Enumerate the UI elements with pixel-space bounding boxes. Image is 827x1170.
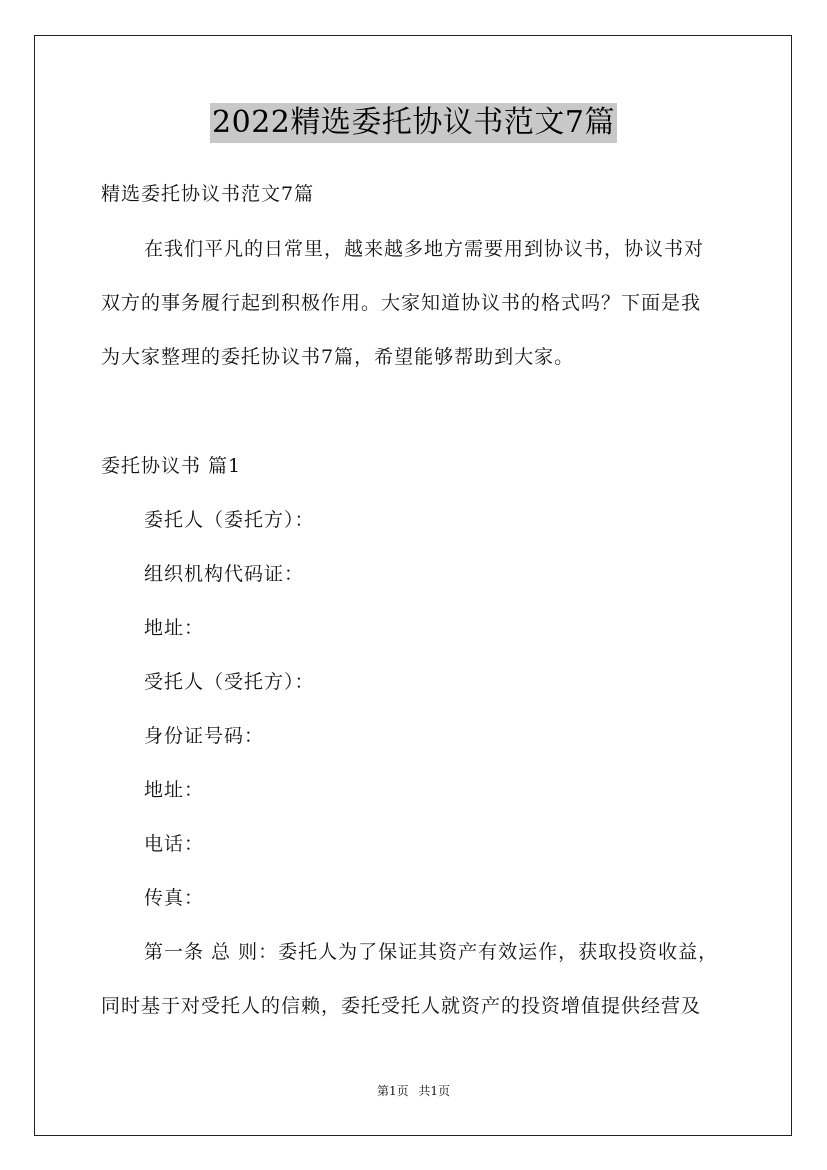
document-subtitle: 精选委托协议书范文7篇 (101, 183, 315, 205)
document-title: 2022精选委托协议书范文7篇 (210, 103, 617, 143)
field-org-code: 组织机构代码证： (144, 563, 305, 585)
title-container (0, 103, 827, 143)
article-line-2: 同时基于对受托人的信赖，委托受托人就资产的投资增值提供经营及 (101, 995, 702, 1017)
article-line-1: 第一条 总 则：委托人为了保证其资产有效运作，获取投资收益， (144, 941, 719, 963)
page-number-current: 第1页 (376, 1084, 409, 1098)
page-footer (0, 1083, 827, 1099)
intro-line-1: 在我们平凡的日常里，越来越多地方需要用到协议书，协议书对 (144, 238, 705, 260)
field-agent: 受托人（受托方）： (144, 671, 315, 693)
intro-line-3: 为大家整理的委托协议书7篇，希望能够帮助到大家。 (101, 346, 575, 368)
section-heading: 委托协议书 篇1 (101, 455, 242, 477)
field-id-number: 身份证号码： (144, 725, 265, 747)
page-number-total: 共1页 (418, 1084, 451, 1098)
field-principal: 委托人（委托方）： (144, 509, 315, 531)
field-phone: 电话： (144, 833, 205, 855)
intro-line-2: 双方的事务履行起到积极作用。大家知道协议书的格式吗？下面是我 (101, 292, 702, 314)
field-principal-address: 地址： (144, 617, 205, 639)
field-agent-address: 地址： (144, 779, 205, 801)
field-fax: 传真： (144, 887, 205, 909)
